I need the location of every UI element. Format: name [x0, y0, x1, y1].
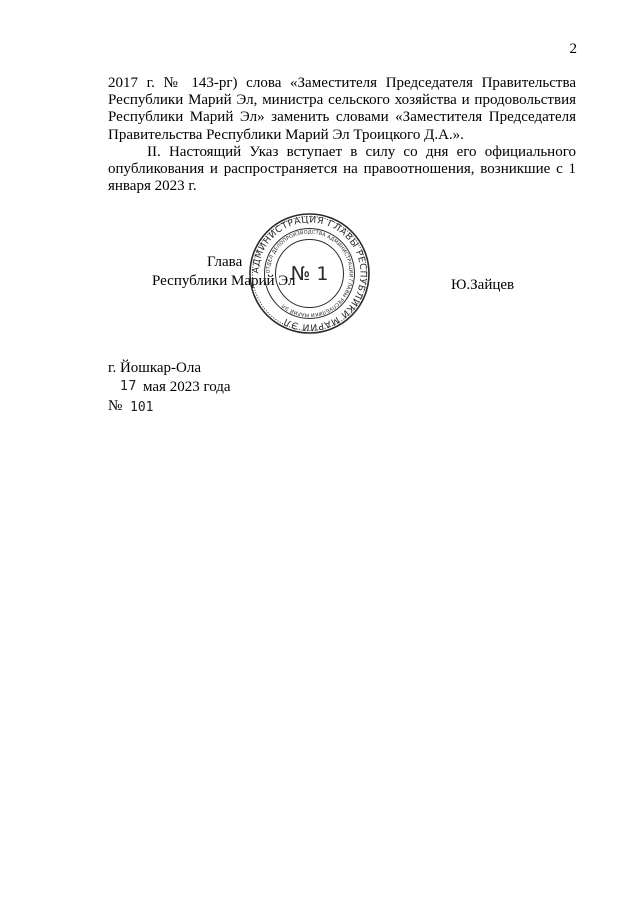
- issue-date-month-year: мая 2023 года: [143, 379, 231, 395]
- seal-graphic: [248, 212, 371, 335]
- issue-number-line: [108, 397, 201, 416]
- page-number: 2: [569, 41, 577, 57]
- issue-details: [108, 359, 231, 416]
- signatory-name: Ю.Зайцев: [451, 277, 515, 293]
- signatory-title-line1: Глава: [207, 254, 243, 270]
- number-sign: №: [108, 398, 123, 414]
- official-seal-stamp: [248, 212, 371, 335]
- seal-outer-text: АДМИНИСТРАЦИЯ ГЛАВЫ РЕСПУБЛИКИ МАРИЙ ЭЛ: [250, 214, 369, 333]
- issue-city-line: [108, 359, 201, 378]
- issue-date-day: 17: [120, 379, 137, 394]
- seal-center-number: № 1: [290, 263, 329, 285]
- signatory-title-line2: Республики Марий Эл: [152, 273, 296, 289]
- decree-number: 101: [130, 400, 154, 415]
- issue-city: г. Йошкар-Ола: [108, 360, 202, 376]
- paragraph-amendment: 2017 г. № 143-рг) слова «Заместителя Председателя Правительства Республики Марий Эл, министра сельского хозяйства и продовольствия Республики Марий Эл» заменить словами «Заместителя Председателя Правительства Республики Марий Эл Троицкого Д.А.».: [108, 75, 576, 143]
- issue-date-line: [108, 378, 231, 397]
- seal-inner-text: ОТДЕЛ ДЕЛОПРОИЗВОДСТВА АДМИНИСТРАЦИИ ГЛАВЫ РЕСПУБЛИКИ МАРИЙ ЭЛ: [265, 229, 354, 318]
- paragraph-effective-date: II. Настоящий Указ вступает в силу со дня его официального опубликования и распространяется на правоотношения, возникшие с 1 января 2023 г.: [108, 143, 576, 195]
